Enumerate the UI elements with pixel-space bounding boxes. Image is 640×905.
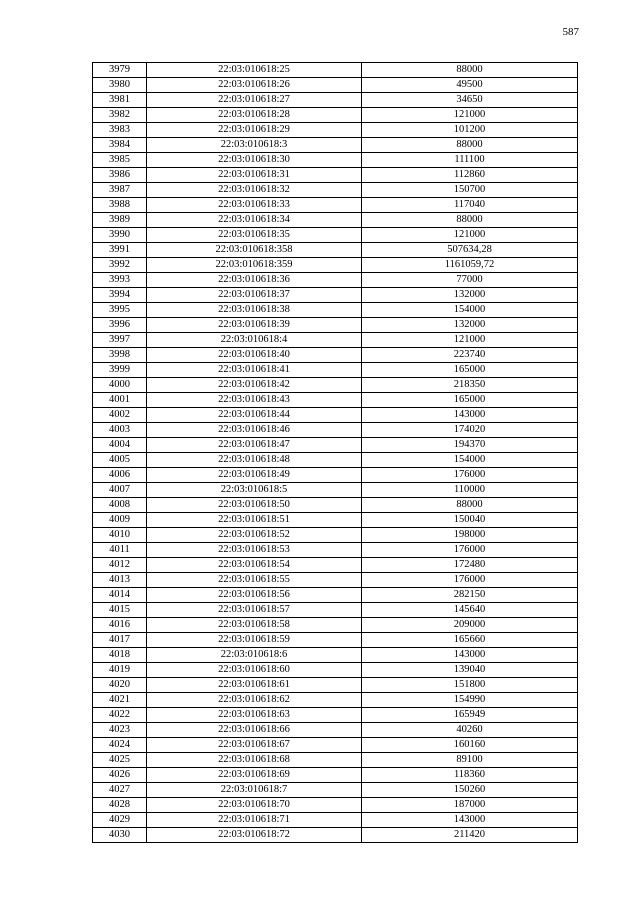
cadastral-number-cell: 22:03:010618:5 (147, 483, 362, 498)
table-row (93, 348, 578, 363)
table-row (93, 738, 578, 753)
table-row (93, 513, 578, 528)
table-row (93, 498, 578, 513)
cadastral-value-cell: 121000 (362, 228, 578, 243)
table-row (93, 198, 578, 213)
row-number-cell: 4002 (93, 408, 147, 423)
row-number-cell: 3991 (93, 243, 147, 258)
table-row (93, 528, 578, 543)
row-number-cell: 4024 (93, 738, 147, 753)
cadastral-number-cell: 22:03:010618:50 (147, 498, 362, 513)
row-number-cell: 4008 (93, 498, 147, 513)
cadastral-value-cell: 154000 (362, 303, 578, 318)
row-number-cell: 3983 (93, 123, 147, 138)
row-number-cell: 3997 (93, 333, 147, 348)
cadastral-number-cell: 22:03:010618:70 (147, 798, 362, 813)
table-row (93, 783, 578, 798)
cadastral-value-cell: 1161059,72 (362, 258, 578, 273)
row-number-cell: 4004 (93, 438, 147, 453)
cadastral-value-cell: 49500 (362, 78, 578, 93)
row-number-cell: 4020 (93, 678, 147, 693)
cadastral-number-cell: 22:03:010618:60 (147, 663, 362, 678)
cadastral-value-cell: 139040 (362, 663, 578, 678)
cadastral-value-cell: 154990 (362, 693, 578, 708)
row-number-cell: 4017 (93, 633, 147, 648)
table-row (93, 108, 578, 123)
cadastral-number-cell: 22:03:010618:63 (147, 708, 362, 723)
table-row (93, 393, 578, 408)
cadastral-value-cell: 88000 (362, 213, 578, 228)
table-row (93, 708, 578, 723)
table-row (93, 183, 578, 198)
cadastral-number-cell: 22:03:010618:62 (147, 693, 362, 708)
table-row (93, 483, 578, 498)
row-number-cell: 4006 (93, 468, 147, 483)
row-number-cell: 4010 (93, 528, 147, 543)
cadastral-value-cell: 211420 (362, 828, 578, 843)
cadastral-value-cell: 143000 (362, 813, 578, 828)
cadastral-value-cell: 165000 (362, 393, 578, 408)
cadastral-value-cell: 198000 (362, 528, 578, 543)
cadastral-value-cell: 150040 (362, 513, 578, 528)
table-row (93, 543, 578, 558)
row-number-cell: 3995 (93, 303, 147, 318)
cadastral-number-cell: 22:03:010618:26 (147, 78, 362, 93)
row-number-cell: 4001 (93, 393, 147, 408)
cadastral-number-cell: 22:03:010618:29 (147, 123, 362, 138)
row-number-cell: 3988 (93, 198, 147, 213)
cadastral-number-cell: 22:03:010618:51 (147, 513, 362, 528)
table-row (93, 693, 578, 708)
row-number-cell: 3979 (93, 63, 147, 78)
cadastral-value-cell: 145640 (362, 603, 578, 618)
cadastral-number-cell: 22:03:010618:46 (147, 423, 362, 438)
row-number-cell: 4027 (93, 783, 147, 798)
cadastral-number-cell: 22:03:010618:4 (147, 333, 362, 348)
cadastral-value-cell: 154000 (362, 453, 578, 468)
cadastral-number-cell: 22:03:010618:35 (147, 228, 362, 243)
cadastral-value-cell: 165949 (362, 708, 578, 723)
cadastral-value-cell: 150260 (362, 783, 578, 798)
table-row (93, 468, 578, 483)
cadastral-value-cell: 223740 (362, 348, 578, 363)
row-number-cell: 4019 (93, 663, 147, 678)
cadastral-value-cell: 160160 (362, 738, 578, 753)
cadastral-value-cell: 282150 (362, 588, 578, 603)
cadastral-number-cell: 22:03:010618:42 (147, 378, 362, 393)
cadastral-value-cell: 121000 (362, 333, 578, 348)
row-number-cell: 3980 (93, 78, 147, 93)
table-body (93, 63, 578, 843)
cadastral-number-cell: 22:03:010618:34 (147, 213, 362, 228)
table-row (93, 558, 578, 573)
cadastral-number-cell: 22:03:010618:37 (147, 288, 362, 303)
cadastral-value-cell: 143000 (362, 408, 578, 423)
cadastral-number-cell: 22:03:010618:56 (147, 588, 362, 603)
cadastral-value-cell: 165660 (362, 633, 578, 648)
cadastral-number-cell: 22:03:010618:6 (147, 648, 362, 663)
table-row (93, 288, 578, 303)
table-row (93, 723, 578, 738)
cadastral-number-cell: 22:03:010618:33 (147, 198, 362, 213)
table-row (93, 303, 578, 318)
cadastral-value-cell: 77000 (362, 273, 578, 288)
table-row (93, 423, 578, 438)
row-number-cell: 4013 (93, 573, 147, 588)
cadastral-number-cell: 22:03:010618:72 (147, 828, 362, 843)
cadastral-value-cell: 218350 (362, 378, 578, 393)
cadastral-value-cell: 143000 (362, 648, 578, 663)
cadastral-value-cell: 132000 (362, 318, 578, 333)
row-number-cell: 3992 (93, 258, 147, 273)
row-number-cell: 3994 (93, 288, 147, 303)
table-row (93, 93, 578, 108)
cadastral-value-cell: 88000 (362, 498, 578, 513)
row-number-cell: 3981 (93, 93, 147, 108)
cadastral-number-cell: 22:03:010618:61 (147, 678, 362, 693)
cadastral-number-cell: 22:03:010618:38 (147, 303, 362, 318)
cadastral-value-cell: 111100 (362, 153, 578, 168)
row-number-cell: 4021 (93, 693, 147, 708)
table-row (93, 63, 578, 78)
cadastral-number-cell: 22:03:010618:43 (147, 393, 362, 408)
row-number-cell: 3985 (93, 153, 147, 168)
cadastral-value-cell: 209000 (362, 618, 578, 633)
cadastral-value-cell: 112860 (362, 168, 578, 183)
table-row (93, 588, 578, 603)
row-number-cell: 4018 (93, 648, 147, 663)
table-row (93, 333, 578, 348)
cadastral-number-cell: 22:03:010618:49 (147, 468, 362, 483)
row-number-cell: 3993 (93, 273, 147, 288)
table-row (93, 123, 578, 138)
table-row (93, 318, 578, 333)
cadastral-number-cell: 22:03:010618:59 (147, 633, 362, 648)
cadastral-number-cell: 22:03:010618:44 (147, 408, 362, 423)
cadastral-number-cell: 22:03:010618:28 (147, 108, 362, 123)
cadastral-number-cell: 22:03:010618:27 (147, 93, 362, 108)
cadastral-number-cell: 22:03:010618:40 (147, 348, 362, 363)
cadastral-number-cell: 22:03:010618:358 (147, 243, 362, 258)
cadastral-value-table (92, 62, 578, 843)
table-row (93, 768, 578, 783)
table-row (93, 408, 578, 423)
cadastral-number-cell: 22:03:010618:25 (147, 63, 362, 78)
cadastral-value-cell: 89100 (362, 753, 578, 768)
table-row (93, 363, 578, 378)
table-row (93, 453, 578, 468)
cadastral-value-cell: 187000 (362, 798, 578, 813)
row-number-cell: 4011 (93, 543, 147, 558)
cadastral-value-cell: 88000 (362, 63, 578, 78)
cadastral-value-cell: 110000 (362, 483, 578, 498)
cadastral-value-cell: 176000 (362, 543, 578, 558)
row-number-cell: 4029 (93, 813, 147, 828)
cadastral-number-cell: 22:03:010618:69 (147, 768, 362, 783)
cadastral-number-cell: 22:03:010618:57 (147, 603, 362, 618)
table-row (93, 618, 578, 633)
row-number-cell: 3982 (93, 108, 147, 123)
cadastral-number-cell: 22:03:010618:7 (147, 783, 362, 798)
table-row (93, 213, 578, 228)
table-row (93, 153, 578, 168)
row-number-cell: 3999 (93, 363, 147, 378)
row-number-cell: 3989 (93, 213, 147, 228)
row-number-cell: 4015 (93, 603, 147, 618)
cadastral-value-cell: 132000 (362, 288, 578, 303)
cadastral-value-cell: 151800 (362, 678, 578, 693)
cadastral-value-cell: 88000 (362, 138, 578, 153)
row-number-cell: 4016 (93, 618, 147, 633)
table-row (93, 633, 578, 648)
cadastral-number-cell: 22:03:010618:71 (147, 813, 362, 828)
table-row (93, 798, 578, 813)
cadastral-number-cell: 22:03:010618:41 (147, 363, 362, 378)
cadastral-number-cell: 22:03:010618:32 (147, 183, 362, 198)
cadastral-value-cell: 194370 (362, 438, 578, 453)
row-number-cell: 4028 (93, 798, 147, 813)
cadastral-value-cell: 118360 (362, 768, 578, 783)
row-number-cell: 3987 (93, 183, 147, 198)
cadastral-number-cell: 22:03:010618:55 (147, 573, 362, 588)
cadastral-value-cell: 34650 (362, 93, 578, 108)
row-number-cell: 4022 (93, 708, 147, 723)
cadastral-number-cell: 22:03:010618:53 (147, 543, 362, 558)
cadastral-number-cell: 22:03:010618:48 (147, 453, 362, 468)
cadastral-value-cell: 507634,28 (362, 243, 578, 258)
cadastral-number-cell: 22:03:010618:359 (147, 258, 362, 273)
row-number-cell: 4003 (93, 423, 147, 438)
table-row (93, 258, 578, 273)
cadastral-number-cell: 22:03:010618:47 (147, 438, 362, 453)
cadastral-number-cell: 22:03:010618:58 (147, 618, 362, 633)
table-row (93, 573, 578, 588)
table-row (93, 438, 578, 453)
table-row (93, 753, 578, 768)
table-row (93, 828, 578, 843)
cadastral-value-cell: 121000 (362, 108, 578, 123)
table-row (93, 663, 578, 678)
table-row (93, 228, 578, 243)
row-number-cell: 4014 (93, 588, 147, 603)
cadastral-number-cell: 22:03:010618:39 (147, 318, 362, 333)
row-number-cell: 4000 (93, 378, 147, 393)
table-row (93, 168, 578, 183)
cadastral-number-cell: 22:03:010618:36 (147, 273, 362, 288)
cadastral-value-cell: 150700 (362, 183, 578, 198)
cadastral-number-cell: 22:03:010618:31 (147, 168, 362, 183)
row-number-cell: 4012 (93, 558, 147, 573)
row-number-cell: 4026 (93, 768, 147, 783)
cadastral-value-cell: 174020 (362, 423, 578, 438)
row-number-cell: 4007 (93, 483, 147, 498)
page-number: 587 (562, 26, 579, 38)
cadastral-value-cell: 172480 (362, 558, 578, 573)
cadastral-number-cell: 22:03:010618:66 (147, 723, 362, 738)
row-number-cell: 3990 (93, 228, 147, 243)
row-number-cell: 3998 (93, 348, 147, 363)
table-row (93, 138, 578, 153)
table-row (93, 78, 578, 93)
row-number-cell: 4009 (93, 513, 147, 528)
row-number-cell: 4030 (93, 828, 147, 843)
row-number-cell: 4023 (93, 723, 147, 738)
row-number-cell: 3984 (93, 138, 147, 153)
cadastral-value-cell: 165000 (362, 363, 578, 378)
cadastral-value-cell: 176000 (362, 573, 578, 588)
cadastral-number-cell: 22:03:010618:52 (147, 528, 362, 543)
row-number-cell: 4025 (93, 753, 147, 768)
cadastral-value-cell: 176000 (362, 468, 578, 483)
cadastral-value-cell: 40260 (362, 723, 578, 738)
table-row (93, 243, 578, 258)
table-row (93, 273, 578, 288)
cadastral-value-cell: 101200 (362, 123, 578, 138)
cadastral-value-cell: 117040 (362, 198, 578, 213)
cadastral-number-cell: 22:03:010618:67 (147, 738, 362, 753)
row-number-cell: 3996 (93, 318, 147, 333)
table-row (93, 648, 578, 663)
row-number-cell: 3986 (93, 168, 147, 183)
cadastral-number-cell: 22:03:010618:30 (147, 153, 362, 168)
table-row (93, 678, 578, 693)
cadastral-number-cell: 22:03:010618:3 (147, 138, 362, 153)
row-number-cell: 4005 (93, 453, 147, 468)
table-row (93, 813, 578, 828)
table-row (93, 378, 578, 393)
table-row (93, 603, 578, 618)
cadastral-number-cell: 22:03:010618:68 (147, 753, 362, 768)
cadastral-number-cell: 22:03:010618:54 (147, 558, 362, 573)
